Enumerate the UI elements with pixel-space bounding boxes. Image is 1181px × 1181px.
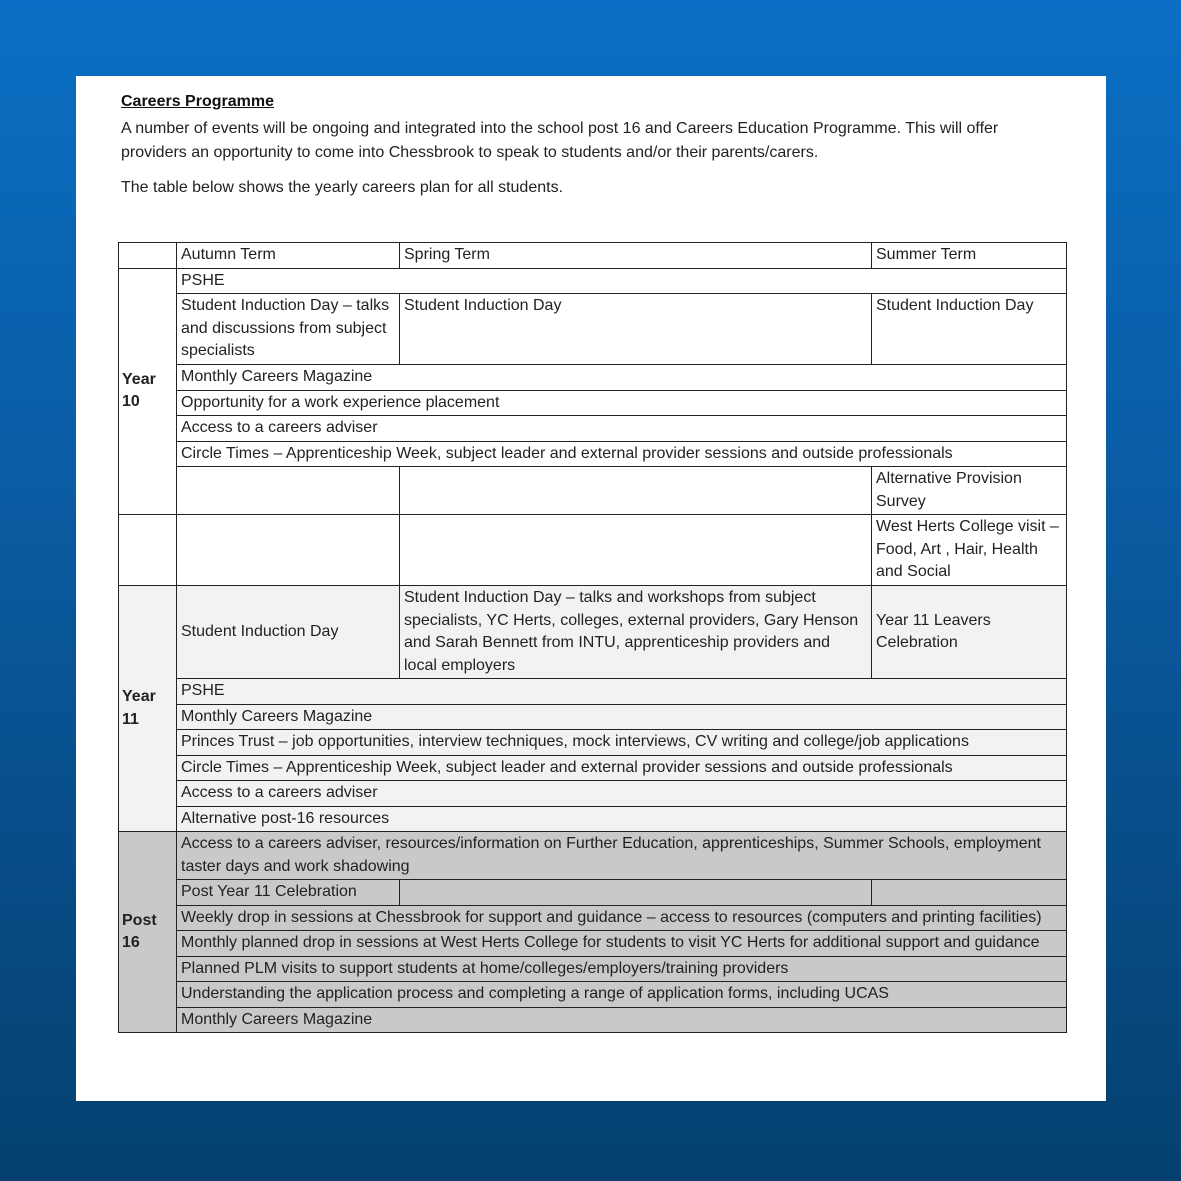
year10-pshe: PSHE (177, 268, 1067, 294)
header-spring: Spring Term (400, 243, 872, 269)
year10-adviser: Access to a careers adviser (177, 416, 1067, 442)
table-row (119, 730, 1067, 756)
table-row (119, 755, 1067, 781)
table-row (119, 390, 1067, 416)
empty-cell (400, 880, 872, 906)
careers-plan-table (118, 242, 1067, 1033)
table-row (119, 441, 1067, 467)
empty-cell (872, 880, 1067, 906)
table-row (119, 416, 1067, 442)
post16-celebration: Post Year 11 Celebration (177, 880, 400, 906)
table-row (119, 515, 1067, 586)
year10-magazine: Monthly Careers Magazine (177, 365, 1067, 391)
table-row (119, 956, 1067, 982)
year11-pshe: PSHE (177, 679, 1067, 705)
table-row (119, 704, 1067, 730)
header-empty-cell (119, 243, 177, 269)
table-row (119, 806, 1067, 832)
table-row (119, 1007, 1067, 1033)
post16-weekly-dropin: Weekly drop in sessions at Chessbrook for support and guidance – access to resources (computers and printing facilities) (177, 905, 1067, 931)
year10-induction-summer: Student Induction Day (872, 294, 1067, 365)
table-row (119, 365, 1067, 391)
empty-cell (177, 515, 400, 586)
year10-induction-autumn: Student Induction Day – talks and discussions from subject specialists (177, 294, 400, 365)
table-row (119, 832, 1067, 880)
table-row (119, 243, 1067, 269)
year10-induction-spring: Student Induction Day (400, 294, 872, 365)
empty-cell (177, 467, 400, 515)
table-row (119, 268, 1067, 294)
year11-magazine: Monthly Careers Magazine (177, 704, 1067, 730)
post16-plm-visits: Planned PLM visits to support students at home/colleges/employers/training providers (177, 956, 1067, 982)
year10-label: Year 10 (119, 268, 177, 515)
year11-adviser: Access to a careers adviser (177, 781, 1067, 807)
post16-label: Post 16 (119, 832, 177, 1033)
header-autumn: Autumn Term (177, 243, 400, 269)
year11-alt-resources: Alternative post-16 resources (177, 806, 1067, 832)
document-page (76, 76, 1106, 1101)
year11-label: Year 11 (119, 586, 177, 832)
post16-monthly-dropin: Monthly planned drop in sessions at West Herts College for students to visit YC Herts for additional support and guidance (177, 931, 1067, 957)
empty-cell (400, 467, 872, 515)
table-row (119, 905, 1067, 931)
year11-induction-spring: Student Induction Day – talks and workshops from subject specialists, YC Herts, colleges, external providers, Gary Henson and Sarah Bennett from INTU, apprenticeship providers and local employers (400, 586, 872, 679)
table-row (119, 294, 1067, 365)
post16-application: Understanding the application process and completing a range of application forms, including UCAS (177, 982, 1067, 1008)
header-summer: Summer Term (872, 243, 1067, 269)
empty-cell (119, 515, 177, 586)
table-row (119, 982, 1067, 1008)
empty-cell (400, 515, 872, 586)
year10-work-experience: Opportunity for a work experience placement (177, 390, 1067, 416)
west-herts-visit: West Herts College visit – Food, Art , Hair, Health and Social (872, 515, 1067, 586)
year11-circle-times: Circle Times – Apprenticeship Week, subject leader and external provider sessions and outside professionals (177, 755, 1067, 781)
year10-circle-times: Circle Times – Apprenticeship Week, subject leader and external provider sessions and outside professionals (177, 441, 1067, 467)
table-row (119, 931, 1067, 957)
year11-princes-trust: Princes Trust – job opportunities, interview techniques, mock interviews, CV writing and college/job applications (177, 730, 1067, 756)
table-intro: The table below shows the yearly careers plan for all students. (121, 179, 564, 196)
table-row (119, 467, 1067, 515)
year11-induction-autumn: Student Induction Day (177, 586, 400, 679)
post16-magazine: Monthly Careers Magazine (177, 1007, 1067, 1033)
year10-alt-provision: Alternative Provision Survey (872, 467, 1067, 515)
table-row (119, 781, 1067, 807)
post16-adviser: Access to a careers adviser, resources/information on Further Education, apprenticeships, Summer Schools, employment taster days and work shadowing (177, 832, 1067, 880)
table-row (119, 586, 1067, 679)
year11-leavers-celebration: Year 11 Leavers Celebration (872, 586, 1067, 679)
table-row (119, 679, 1067, 705)
page-title: Careers Programme (121, 93, 274, 110)
table-row (119, 880, 1067, 906)
intro-paragraph: A number of events will be ongoing and integrated into the school post 16 and Careers Education Programme. This will offer providers an opportunity to come into Chessbrook to speak to students and/or their parents/carers. (121, 120, 999, 161)
